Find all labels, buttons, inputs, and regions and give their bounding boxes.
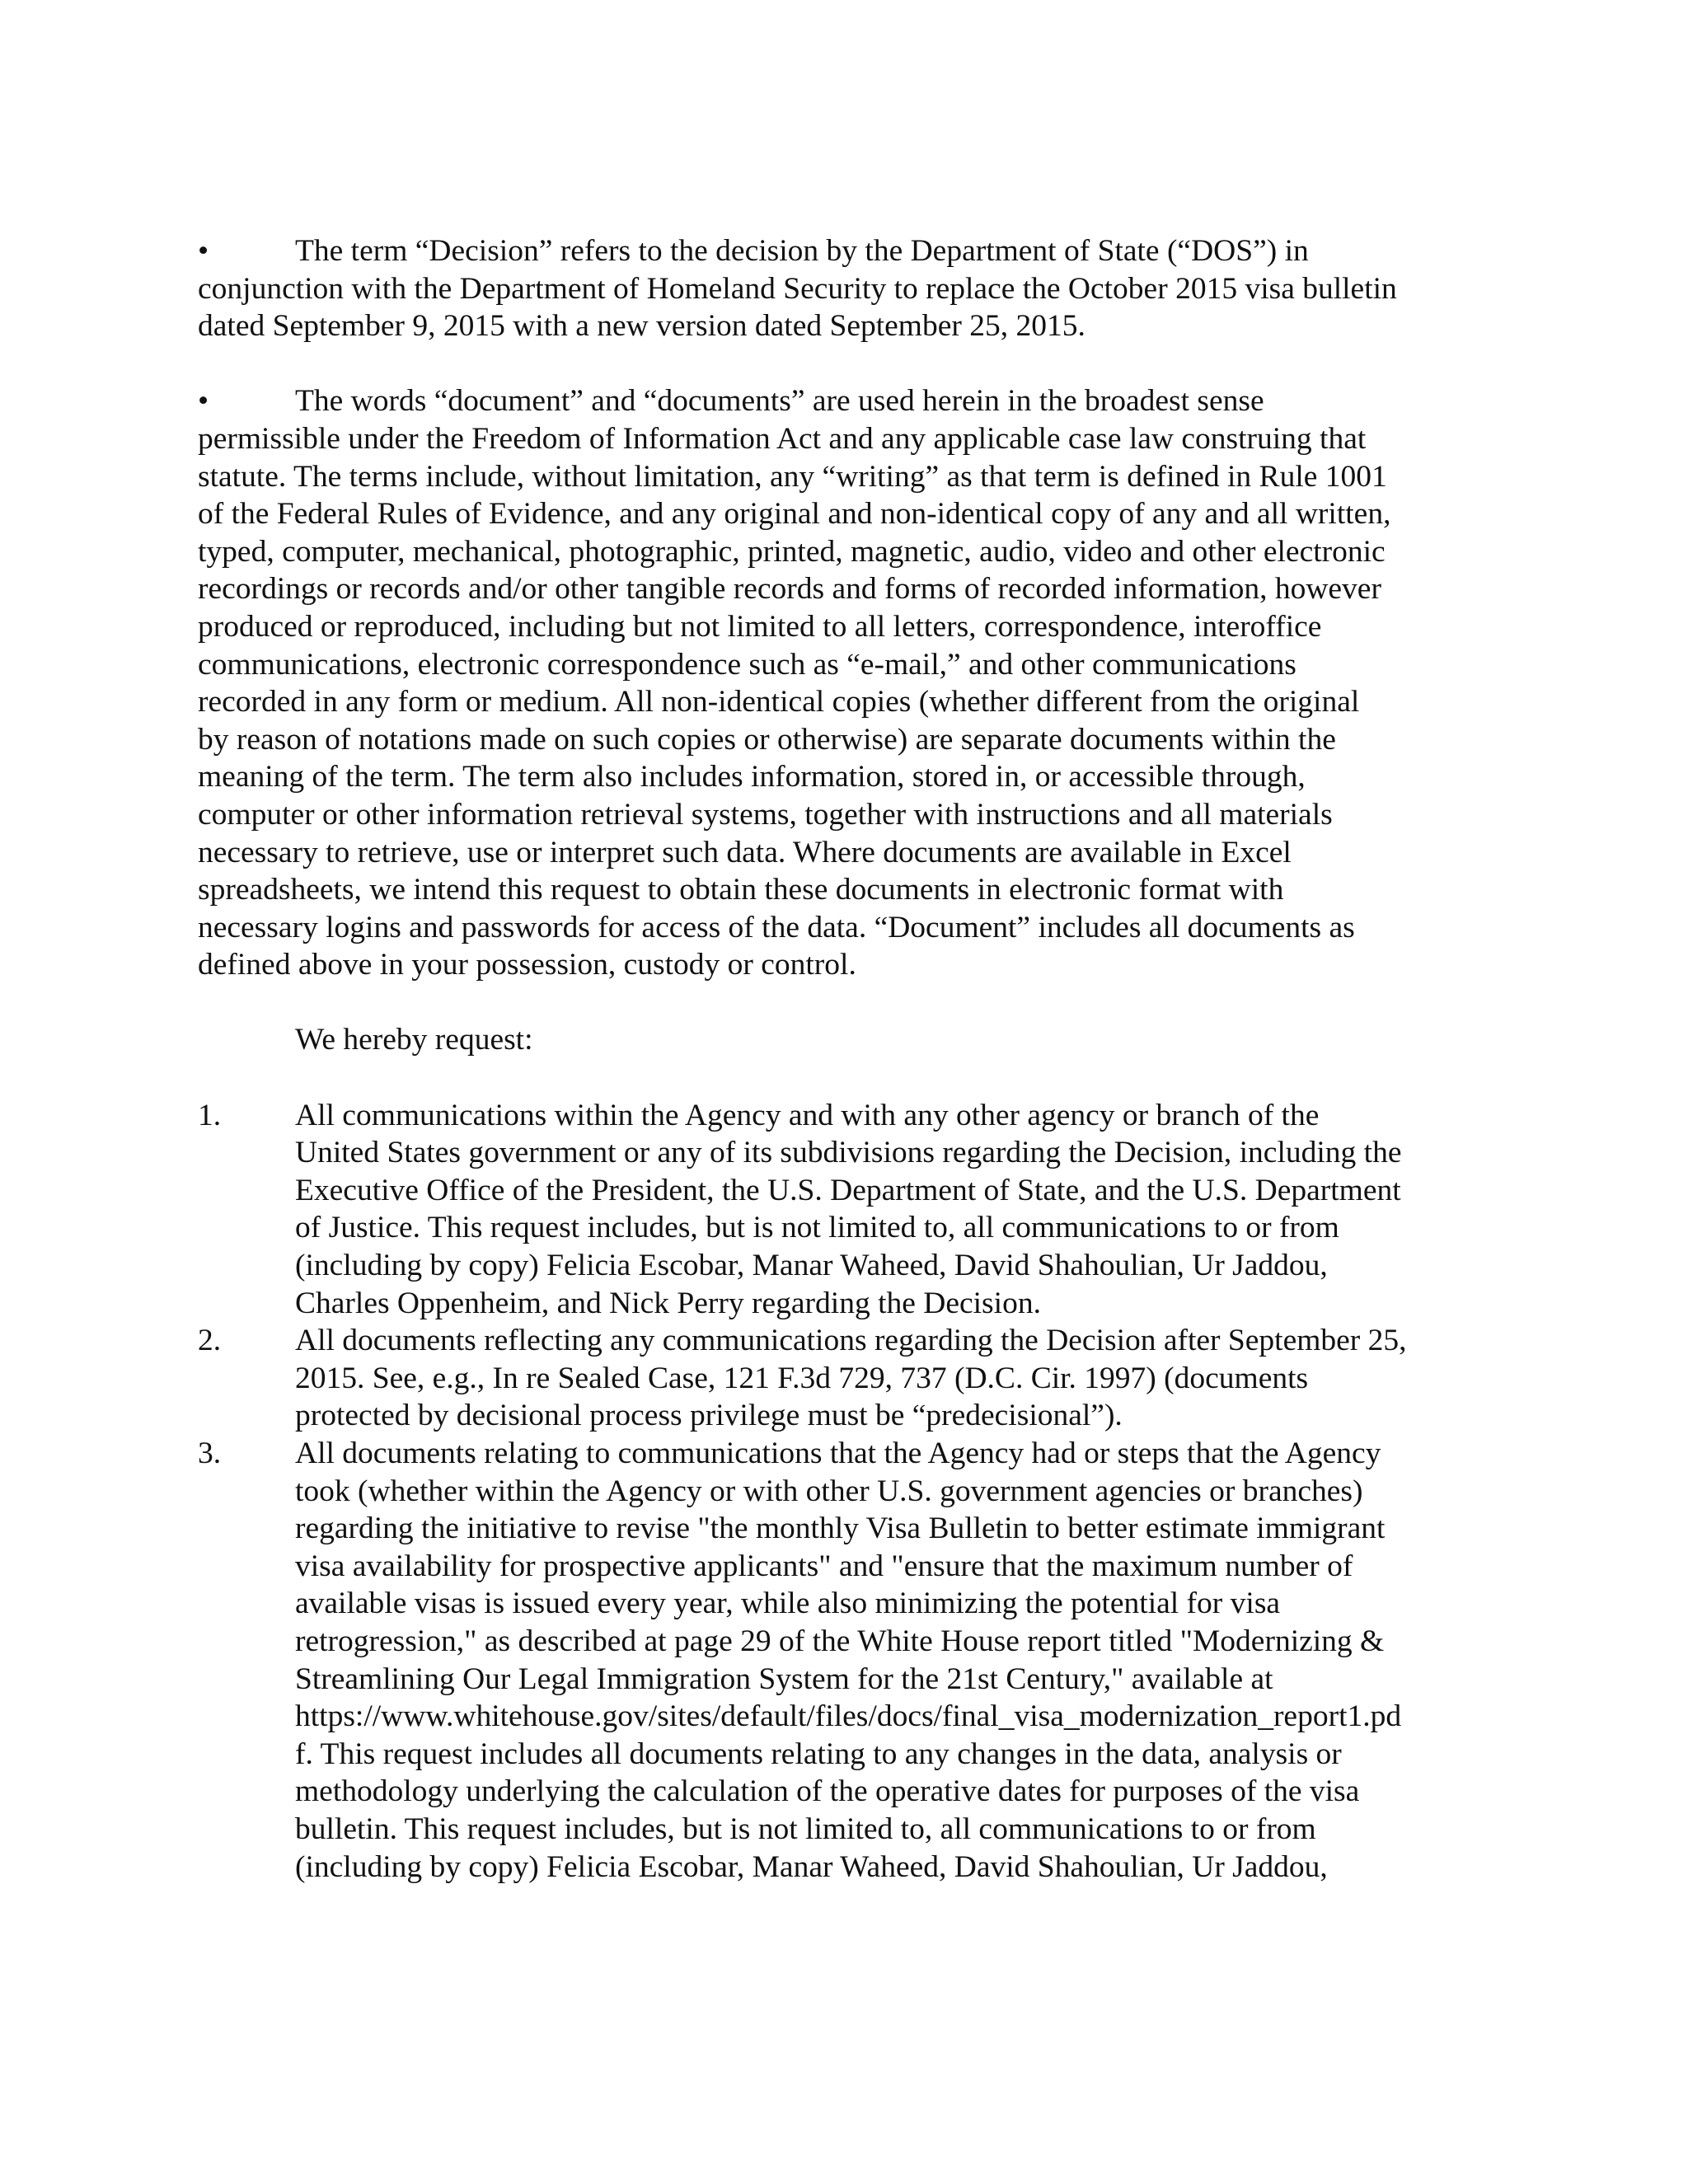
request-line: 2015. See, e.g., In re Sealed Case, 121 F.3d 729, 737 (D.C. Cir. 1997) (documents — [295, 1361, 1309, 1395]
definition-line: conjunction with the Department of Homeland Security to replace the October 2015 visa bulletin — [198, 271, 1397, 306]
request-line: protected by decisional process privilege must be “predecisional”). — [295, 1399, 1123, 1433]
request-line: retrogression," as described at page 29 of the White House report titled "Modernizing & — [295, 1624, 1385, 1658]
definition-documents — [198, 382, 1492, 984]
request-text — [295, 1322, 1492, 1435]
bullet-icon: • — [198, 234, 209, 268]
request-line: f. This request includes all documents relating to any changes in the data, analysis or — [295, 1736, 1342, 1771]
paragraph-spacer — [198, 345, 1492, 383]
request-line: All documents reflecting any communications regarding the Decision after September 25, — [295, 1324, 1407, 1358]
definition-line: dated September 9, 2015 with a new version dated September 25, 2015. — [198, 309, 1085, 344]
definition-line: necessary to retrieve, use or interpret such data. Where documents are available in Excel — [198, 835, 1292, 869]
request-line: All communications within the Agency and with any other agency or branch of the — [295, 1098, 1320, 1132]
request-number: 2. — [198, 1324, 222, 1358]
definition-first-line-text: The term “Decision” refers to the decision by the Department of State (“DOS”) in — [295, 234, 1309, 268]
request-intro: We hereby request: — [295, 1023, 533, 1057]
definition-line: produced or reproduced, including but not limited to all letters, correspondence, interoffice — [198, 609, 1322, 644]
paragraph-spacer — [198, 984, 1492, 1022]
definition-line: of the Federal Rules of Evidence, and any original and non-identical copy of any and all written, — [198, 497, 1391, 532]
request-line: United States government or any of its subdivisions regarding the Decision, including the — [295, 1136, 1402, 1170]
request-line: available visas is issued every year, while also minimizing the potential for visa — [295, 1586, 1281, 1621]
definition-decision — [198, 232, 1492, 345]
request-line: (including by copy) Felicia Escobar, Manar Waheed, David Shahoulian, Ur Jaddou, — [295, 1249, 1328, 1283]
paragraph-spacer — [198, 1059, 1492, 1097]
request-link-line[interactable]: https://www.whitehouse.gov/sites/default/files/docs/final_visa_modernization_report1.pd — [295, 1699, 1402, 1734]
request-line: visa availability for prospective applicants" and "ensure that the maximum number of — [295, 1549, 1353, 1583]
request-line: All documents relating to communications that the Agency had or steps that the Agency — [295, 1436, 1381, 1470]
request-line: took (whether within the Agency or with other U.S. government agencies or branches) — [295, 1474, 1363, 1508]
request-number: 1. — [198, 1098, 222, 1132]
definition-line: necessary logins and passwords for access of the data. “Document” includes all documents as — [198, 910, 1355, 944]
definition-line: spreadsheets, we intend this request to obtain these documents in electronic format with — [198, 873, 1284, 907]
request-text — [295, 1097, 1492, 1323]
bullet-icon: • — [198, 384, 209, 419]
definition-line: typed, computer, mechanical, photographic, printed, magnetic, audio, video and other electronic — [198, 534, 1386, 569]
request-text — [295, 1435, 1492, 1886]
request-line: of Justice. This request includes, but is not limited to, all communications to or from — [295, 1211, 1339, 1245]
request-list — [198, 1097, 1492, 1886]
definition-line: computer or other information retrieval systems, together with instructions and all materials — [198, 797, 1333, 832]
request-number: 3. — [198, 1436, 222, 1470]
request-item-2 — [198, 1322, 1492, 1435]
request-line: Executive Office of the President, the U.S. Department of State, and the U.S. Department — [295, 1173, 1401, 1207]
request-item-3 — [198, 1435, 1492, 1886]
definition-line: meaning of the term. The term also includes information, stored in, or accessible through, — [198, 760, 1306, 794]
definition-line: statute. The terms include, without limitation, any “writing” as that term is defined in Rule 1001 — [198, 459, 1387, 494]
request-line: methodology underlying the calculation of the operative dates for purposes of the visa — [295, 1774, 1360, 1809]
definition-line: communications, electronic correspondence such as “e-mail,” and other communications — [198, 647, 1296, 682]
document-page — [198, 232, 1492, 1886]
definition-line: permissible under the Freedom of Information Act and any applicable case law construing that — [198, 421, 1367, 456]
definition-first-line-text: The words “document” and “documents” are used herein in the broadest sense — [295, 384, 1264, 419]
definition-line: recorded in any form or medium. All non-identical copies (whether different from the original — [198, 685, 1360, 719]
request-line: (including by copy) Felicia Escobar, Manar Waheed, David Shahoulian, Ur Jaddou, — [295, 1849, 1328, 1884]
request-line: Streamlining Our Legal Immigration System for the 21st Century," available at — [295, 1661, 1273, 1696]
definition-line: defined above in your possession, custody or control. — [198, 948, 856, 982]
definition-first-line — [198, 382, 1492, 420]
request-item-1 — [198, 1097, 1492, 1323]
definition-first-line — [198, 232, 1492, 270]
definition-line: recordings or records and/or other tangible records and forms of recorded information, however — [198, 572, 1381, 607]
definition-line: by reason of notations made on such copies or otherwise) are separate documents within the — [198, 722, 1336, 757]
request-line: Charles Oppenheim, and Nick Perry regarding the Decision. — [295, 1286, 1041, 1320]
request-line: bulletin. This request includes, but is not limited to, all communications to or from — [295, 1811, 1316, 1846]
request-line: regarding the initiative to revise "the monthly Visa Bulletin to better estimate immigrant — [295, 1511, 1386, 1546]
